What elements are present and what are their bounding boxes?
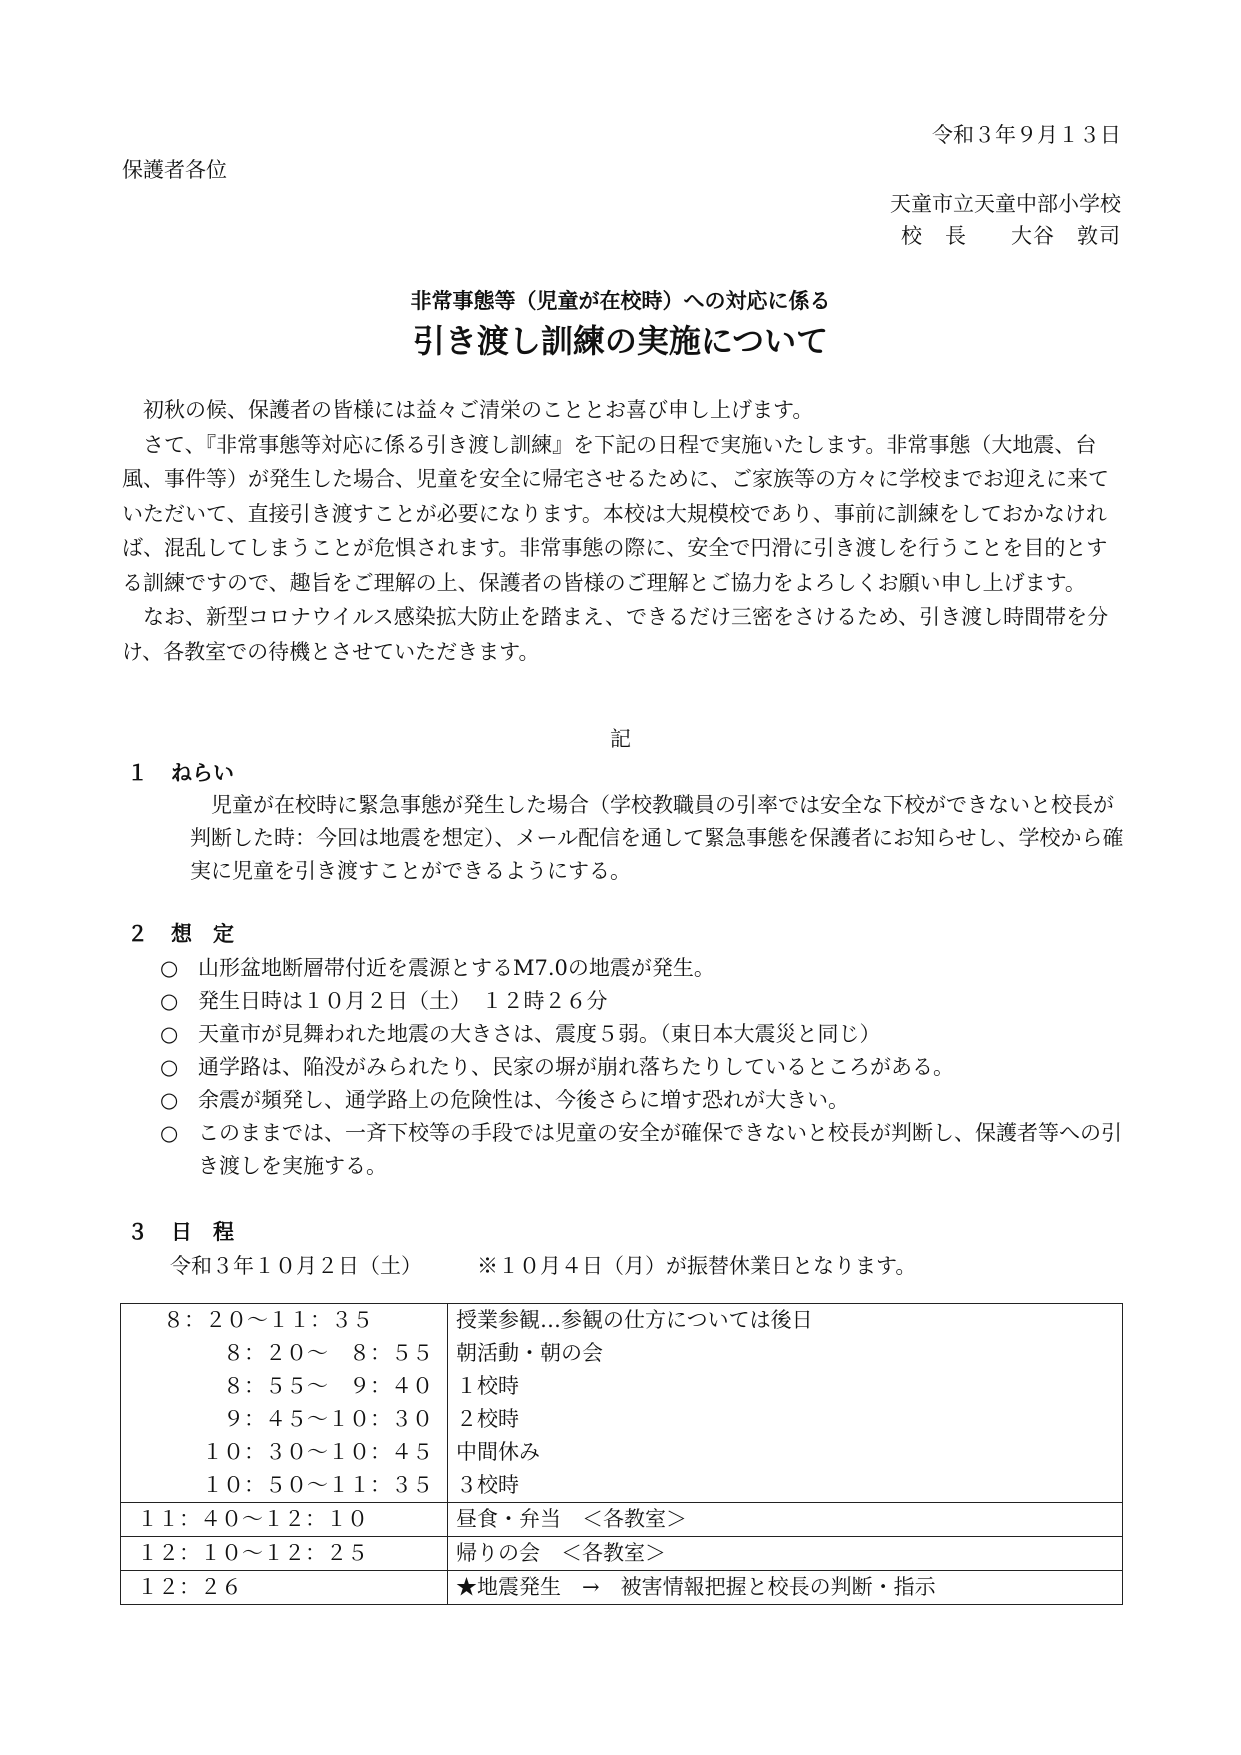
list-item: ○ 余震が頻発し、通学路上の危険性は、今後さらに増す恐れが大きい。 (160, 1084, 1125, 1117)
activity-cell: 昼食・弁当 ＜各教室＞ (448, 1503, 1123, 1537)
section-1-text: 児童が在校時に緊急事態が発生した場合（学校教職員の引率では安全な下校ができないと校長が判断した時：今回は地震を想定）、メール配信を通して緊急事態を保護者にお知らせし、学校から確実に児童を引き渡すことができるようにする。 (190, 793, 1124, 883)
list-item: ○ 発生日時は１０月２日（土） １２時２６分 (160, 985, 1125, 1018)
table-row (121, 1537, 1123, 1571)
activity-cell: ★地震発生 → 被害情報把握と校長の判断・指示 (448, 1571, 1123, 1605)
body-text (122, 393, 1122, 669)
time-cell: １１：４０～１２：１０ (121, 1503, 448, 1537)
circle-bullet: ○ (160, 1055, 179, 1079)
activity-cell: 帰りの会 ＜各教室＞ (448, 1537, 1123, 1571)
event-date: 令和３年１０月２日（土） (170, 1254, 422, 1278)
circle-bullet: ○ (160, 1088, 179, 1112)
schedule-table (120, 1303, 1123, 1605)
time-cell: １２：１０～１２：２５ (121, 1537, 448, 1571)
time-cell: ８：２０～１１：３５ ８：２０～ ８：５５ ８：５５～ ９：４０ ９：４５～１０：３０ １０：３０～１０：４５ １０：５０～１１：３５ (121, 1304, 448, 1503)
section-2-heading (127, 918, 234, 948)
sender-school: 天童市立天童中部小学校 (890, 192, 1121, 216)
section-title: 想 定 (171, 922, 234, 946)
assumption-list (160, 952, 1125, 1183)
section-3-heading (127, 1216, 234, 1246)
circle-bullet: ○ (160, 989, 179, 1013)
sender-principal: 校 長 大谷 敦司 (901, 224, 1121, 248)
time-cell: １２：２６ (121, 1571, 448, 1605)
document-date: 令和３年９月１３日 (932, 123, 1121, 147)
body-paragraph: なお、新型コロナウイルス感染拡大防止を踏まえ、できるだけ三密をさけるため、引き渡し時間帯を分け、各教室での待機とさせていただきます。 (122, 605, 1109, 664)
circle-bullet: ○ (160, 1022, 179, 1046)
list-item: ○ 通学路は、陥没がみられたり、民家の塀が崩れ落ちたりしているところがある。 (160, 1051, 1125, 1084)
table-row (121, 1571, 1123, 1605)
list-item: ○ このままでは、一斉下校等の手段では児童の安全が確保できないと校長が判断し、保護者等への引き渡しを実施する。 (160, 1117, 1125, 1183)
document-title: 引き渡し訓練の実施について (412, 322, 829, 360)
schedule-date (170, 1250, 916, 1280)
document-subtitle: 非常事態等（児童が在校時）への対応に係る (410, 289, 831, 313)
list-item: ○ 山形盆地断層帯付近を震源とするM7.0の地震が発生。 (160, 952, 1125, 985)
table-row (121, 1304, 1123, 1503)
addressee: 保護者各位 (122, 158, 227, 182)
ki-heading: 記 (610, 727, 631, 751)
activity-cell: 授業参観…参観の仕方については後日 朝活動・朝の会 １校時 ２校時 中間休み ３校時 (448, 1304, 1123, 1503)
section-1-heading (127, 757, 234, 787)
section-title: 日 程 (171, 1220, 234, 1244)
section-number: １ (127, 761, 148, 785)
body-paragraph: さて、『非常事態等対応に係る引き渡し訓練』を下記の日程で実施いたします。非常事態（大地震、台風、事件等）が発生した場合、児童を安全に帰宅させるために、ご家族等の方々に学校までお迎えに来ていただいて、直接引き渡すことが必要になります。本校は大規模校であり、事前に訓練をしておかなければ、混乱してしまうことが危惧されます。非常事態の際に、安全で円滑に引き渡しを行うことを目的とする訓練ですので、趣旨をご理解の上、保護者の皆様のご理解とご協力をよろしくお願い申し上げます。 (122, 432, 1109, 595)
circle-bullet: ○ (160, 956, 179, 980)
substitute-holiday-note: ※１０月４日（月）が振替休業日となります。 (477, 1254, 917, 1278)
section-title: ねらい (171, 761, 234, 785)
list-item: ○ 天童市が見舞われた地震の大きさは、震度５弱。（東日本大震災と同じ） (160, 1018, 1125, 1051)
table-row (121, 1503, 1123, 1537)
section-number: ２ (127, 922, 148, 946)
circle-bullet: ○ (160, 1121, 179, 1145)
section-number: ３ (127, 1220, 148, 1244)
body-paragraph: 初秋の候、保護者の皆様には益々ご清栄のこととお喜び申し上げます。 (143, 398, 814, 422)
